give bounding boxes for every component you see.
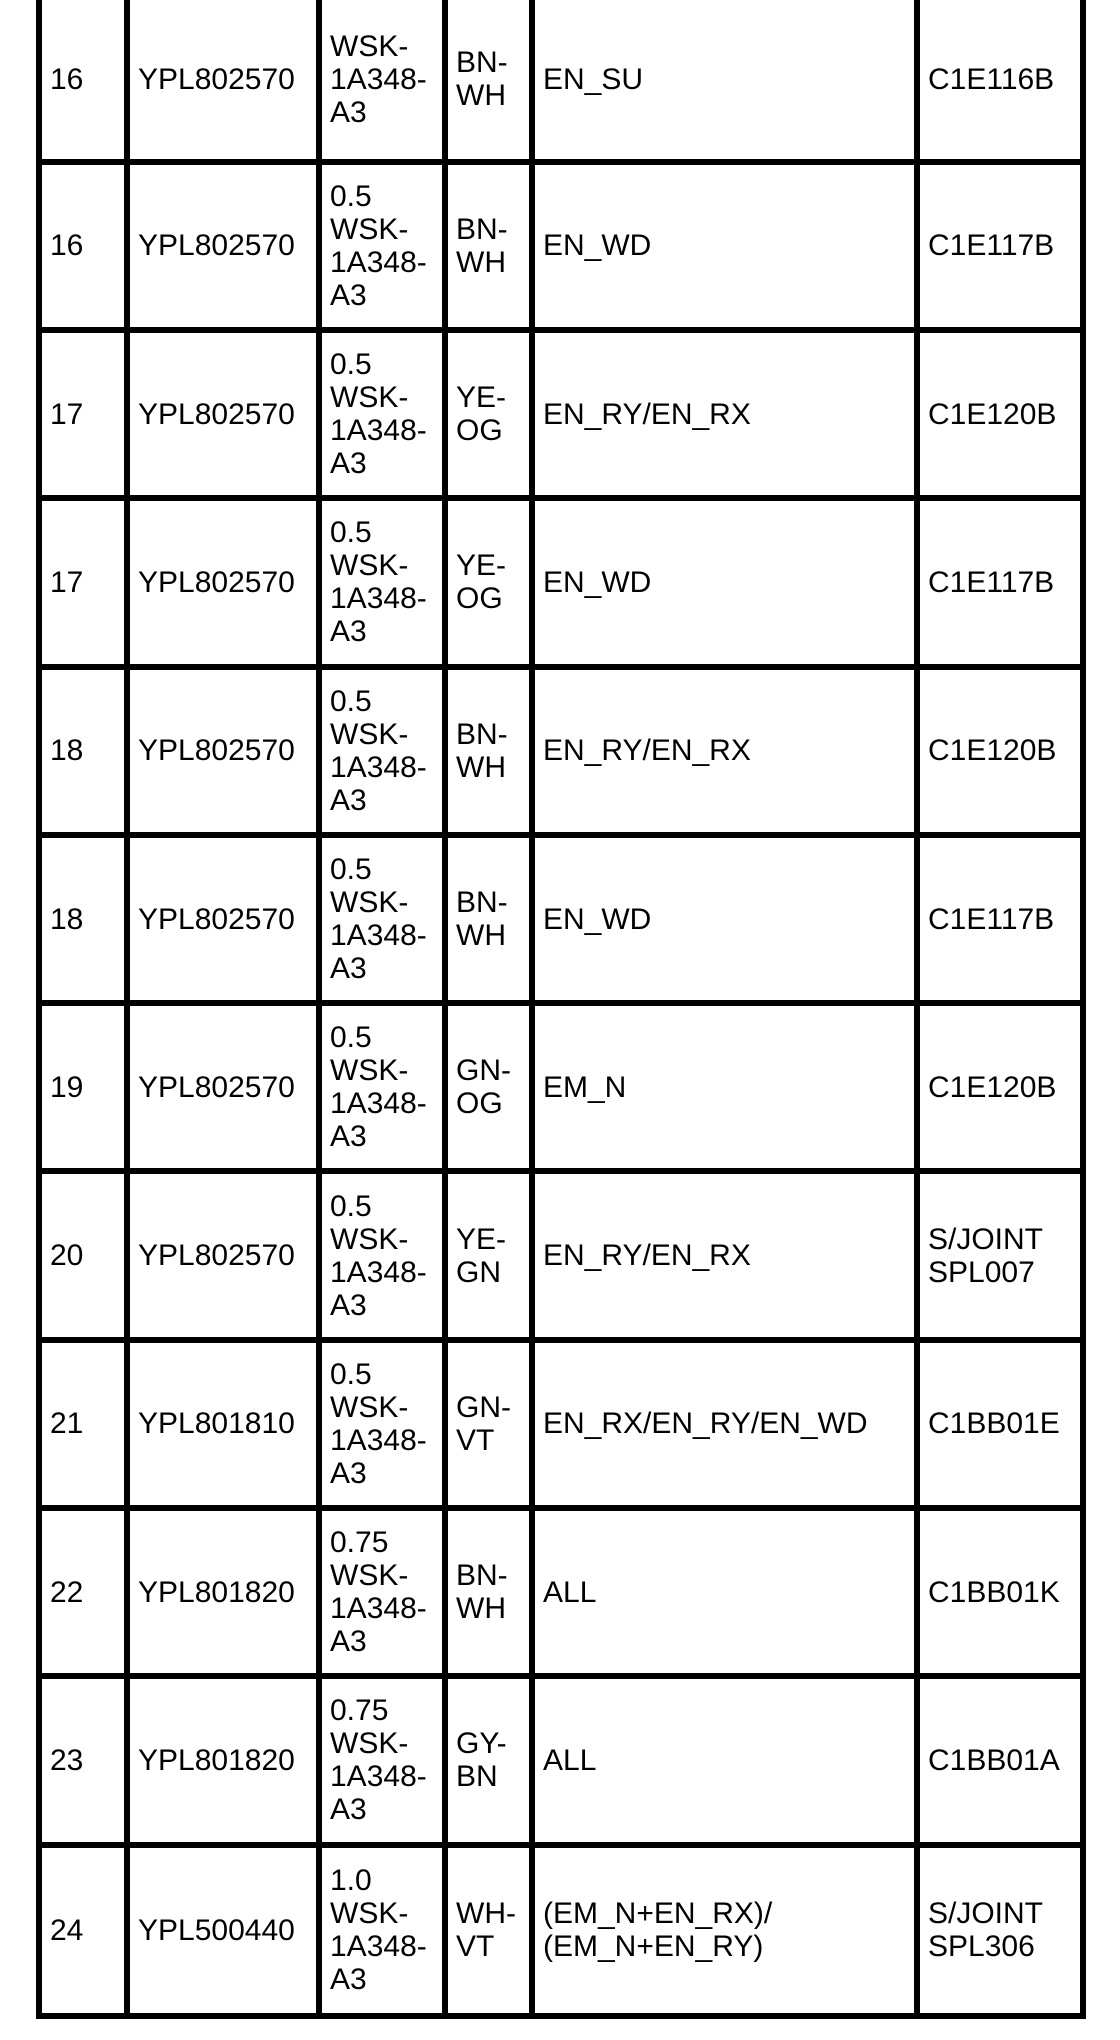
wire-color-cell: BN- WH xyxy=(445,162,532,330)
part-number-cell: YPL802570 xyxy=(127,835,319,1003)
part-number-cell: YPL802570 xyxy=(127,162,319,330)
wire-size-spec-cell: 0.75 WSK- 1A348- A3 xyxy=(319,1676,445,1844)
option-code-cell: EN_WD xyxy=(532,835,917,1003)
wire-size-spec-cell: WSK- 1A348- A3 xyxy=(319,0,445,162)
option-code-cell: ALL xyxy=(532,1508,917,1676)
wire-size-spec-cell: 0.5 WSK- 1A348- A3 xyxy=(319,162,445,330)
table-row xyxy=(42,330,1080,498)
wire-color-cell: YE- OG xyxy=(445,330,532,498)
table-row xyxy=(42,162,1080,330)
wire-number-cell: 23 xyxy=(42,1676,127,1844)
wire-number-cell: 19 xyxy=(42,1003,127,1171)
part-number-cell: YPL802570 xyxy=(127,1003,319,1171)
wire-number-cell: 22 xyxy=(42,1508,127,1676)
connector-cell: C1BB01E xyxy=(917,1340,1080,1508)
connector-cell: C1E117B xyxy=(917,162,1080,330)
wire-color-cell: WH- VT xyxy=(445,1845,532,2013)
option-code-cell: EN_WD xyxy=(532,498,917,666)
wire-number-cell: 17 xyxy=(42,330,127,498)
option-code-cell: EN_WD xyxy=(532,162,917,330)
part-number-cell: YPL802570 xyxy=(127,0,319,162)
wire-color-cell: BN- WH xyxy=(445,667,532,835)
connector-cell: S/JOINT SPL007 xyxy=(917,1171,1080,1339)
wire-table-body xyxy=(42,0,1080,2013)
part-number-cell: YPL802570 xyxy=(127,667,319,835)
connector-cell: C1E117B xyxy=(917,498,1080,666)
table-row xyxy=(42,835,1080,1003)
table-row xyxy=(42,1171,1080,1339)
wire-size-spec-cell: 0.75 WSK- 1A348- A3 xyxy=(319,1508,445,1676)
wire-color-cell: GY- BN xyxy=(445,1676,532,1844)
wire-size-spec-cell: 0.5 WSK- 1A348- A3 xyxy=(319,330,445,498)
part-number-cell: YPL500440 xyxy=(127,1845,319,2013)
connector-cell: C1BB01K xyxy=(917,1508,1080,1676)
wire-color-cell: GN- OG xyxy=(445,1003,532,1171)
wire-size-spec-cell: 0.5 WSK- 1A348- A3 xyxy=(319,1003,445,1171)
part-number-cell: YPL802570 xyxy=(127,1171,319,1339)
wire-color-cell: BN- WH xyxy=(445,1508,532,1676)
wire-number-cell: 20 xyxy=(42,1171,127,1339)
wire-number-cell: 18 xyxy=(42,667,127,835)
table-row xyxy=(42,1508,1080,1676)
table-row xyxy=(42,1340,1080,1508)
part-number-cell: YPL801820 xyxy=(127,1676,319,1844)
connector-cell: C1E120B xyxy=(917,667,1080,835)
wire-number-cell: 16 xyxy=(42,0,127,162)
part-number-cell: YPL802570 xyxy=(127,330,319,498)
table-row xyxy=(42,1003,1080,1171)
connector-cell: S/JOINT SPL306 xyxy=(917,1845,1080,2013)
connector-cell: C1E120B xyxy=(917,330,1080,498)
wire-number-cell: 17 xyxy=(42,498,127,666)
wire-number-cell: 16 xyxy=(42,162,127,330)
option-code-cell: EN_RX/EN_RY/EN_WD xyxy=(532,1340,917,1508)
wire-size-spec-cell: 1.0 WSK- 1A348- A3 xyxy=(319,1845,445,2013)
option-code-cell: EM_N xyxy=(532,1003,917,1171)
connector-cell: C1E116B xyxy=(917,0,1080,162)
table-row xyxy=(42,1676,1080,1844)
connector-cell: C1E117B xyxy=(917,835,1080,1003)
connector-cell: C1E120B xyxy=(917,1003,1080,1171)
connector-cell: C1BB01A xyxy=(917,1676,1080,1844)
option-code-cell: EN_RY/EN_RX xyxy=(532,1171,917,1339)
wire-color-cell: BN- WH xyxy=(445,0,532,162)
part-number-cell: YPL801820 xyxy=(127,1508,319,1676)
wire-color-cell: BN- WH xyxy=(445,835,532,1003)
wire-size-spec-cell: 0.5 WSK- 1A348- A3 xyxy=(319,498,445,666)
option-code-cell: (EM_N+EN_RX)/ (EM_N+EN_RY) xyxy=(532,1845,917,2013)
wire-color-cell: GN- VT xyxy=(445,1340,532,1508)
option-code-cell: EN_RY/EN_RX xyxy=(532,330,917,498)
table-row xyxy=(42,667,1080,835)
table-row xyxy=(42,0,1080,162)
wire-size-spec-cell: 0.5 WSK- 1A348- A3 xyxy=(319,667,445,835)
wire-color-cell: YE- OG xyxy=(445,498,532,666)
option-code-cell: ALL xyxy=(532,1676,917,1844)
option-code-cell: EN_RY/EN_RX xyxy=(532,667,917,835)
table-row xyxy=(42,498,1080,666)
wire-number-cell: 24 xyxy=(42,1845,127,2013)
wire-size-spec-cell: 0.5 WSK- 1A348- A3 xyxy=(319,1340,445,1508)
wire-size-spec-cell: 0.5 WSK- 1A348- A3 xyxy=(319,835,445,1003)
wire-color-cell: YE- GN xyxy=(445,1171,532,1339)
wire-size-spec-cell: 0.5 WSK- 1A348- A3 xyxy=(319,1171,445,1339)
wire-table-container xyxy=(36,0,1086,2019)
option-code-cell: EN_SU xyxy=(532,0,917,162)
wire-table xyxy=(42,0,1080,2013)
part-number-cell: YPL801810 xyxy=(127,1340,319,1508)
wire-number-cell: 21 xyxy=(42,1340,127,1508)
part-number-cell: YPL802570 xyxy=(127,498,319,666)
table-row xyxy=(42,1845,1080,2013)
wire-number-cell: 18 xyxy=(42,835,127,1003)
